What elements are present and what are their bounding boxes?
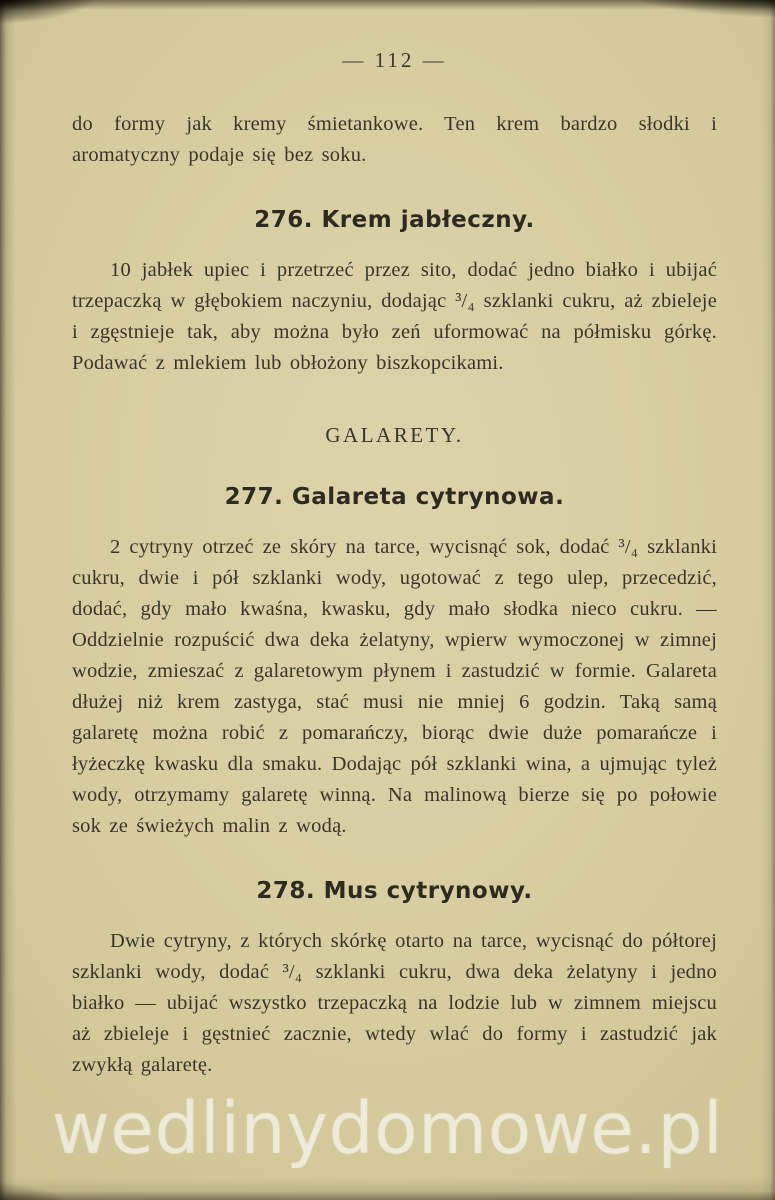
recipe-276-body: 10 jabłek upiec i przetrzeć przez sito, dodać jedno białko i ubijać trzepaczką w głębokiem naczyniu, dodając ³/₄ szklanki cukru, aż zbieleje i zgęstnieje tak, aby można było zeń uformować na półmisku górkę. Podawać z mlekiem lub obłożony biszkopcikami. [72,259,717,374]
recipe-278-heading: 278. Mus cytrynowy. [256,878,533,904]
recipe-277-body: 2 cytryny otrzeć ze skóry na tarce, wycisnąć sok, dodać ³/₄ szklanki cukru, dwie i pół szklanki wody, ugotować z tego ulep, przecedzić, dodać, gdy mało kwaśna, kwasku, gdy mało słodka nieco cukru. — Oddzielnie rozpuścić dwa deka żelatyny, wpierw wymoczonej w zimnej wodzie, zmieszać z galaretowym płynem i zastudzić w formie. Galareta dłużej niż krem zastyga, stać musi nie mniej 6 godzin. Taką samą galaretę można robić z pomarańczy, biorąc dwie duże pomarańcze i łyżeczkę kwasku dla smaku. Dodając pół szklanki wina, a ujmując tyleż wody, otrzymamy galaretę winną. Na malinową bierze się po połowie sok ze świeżych malin z wodą. [72,536,717,837]
section-heading-galarety: GALARETY. [325,423,464,447]
recipe-276-heading: 276. Krem jabłeczny. [254,207,535,233]
intro-paragraph: do formy jak kremy śmietankowe. Ten krem bardzo słodki i aromatyczny podaje się bez soku. [72,113,717,166]
recipe-278-body: Dwie cytryny, z których skórkę otarto na tarce, wycisnąć do półtorej szklanki wody, dodać ³/₄ szklanki cukru, dwa deka żelatyny i jedno białko — ubijać wszystko trzepaczką na lodzie lub w zimnem miejscu aż zbieleje i gęstnieć zacznie, wtedy wlać do formy i zastudzić jak zwykłą galaretę. [72,930,717,1076]
recipe-277-heading: 277. Galareta cytrynowa. [224,484,565,510]
page-number: — 112 — [342,48,447,72]
watermark-text: wedlinydomowe.pl [51,1087,724,1170]
